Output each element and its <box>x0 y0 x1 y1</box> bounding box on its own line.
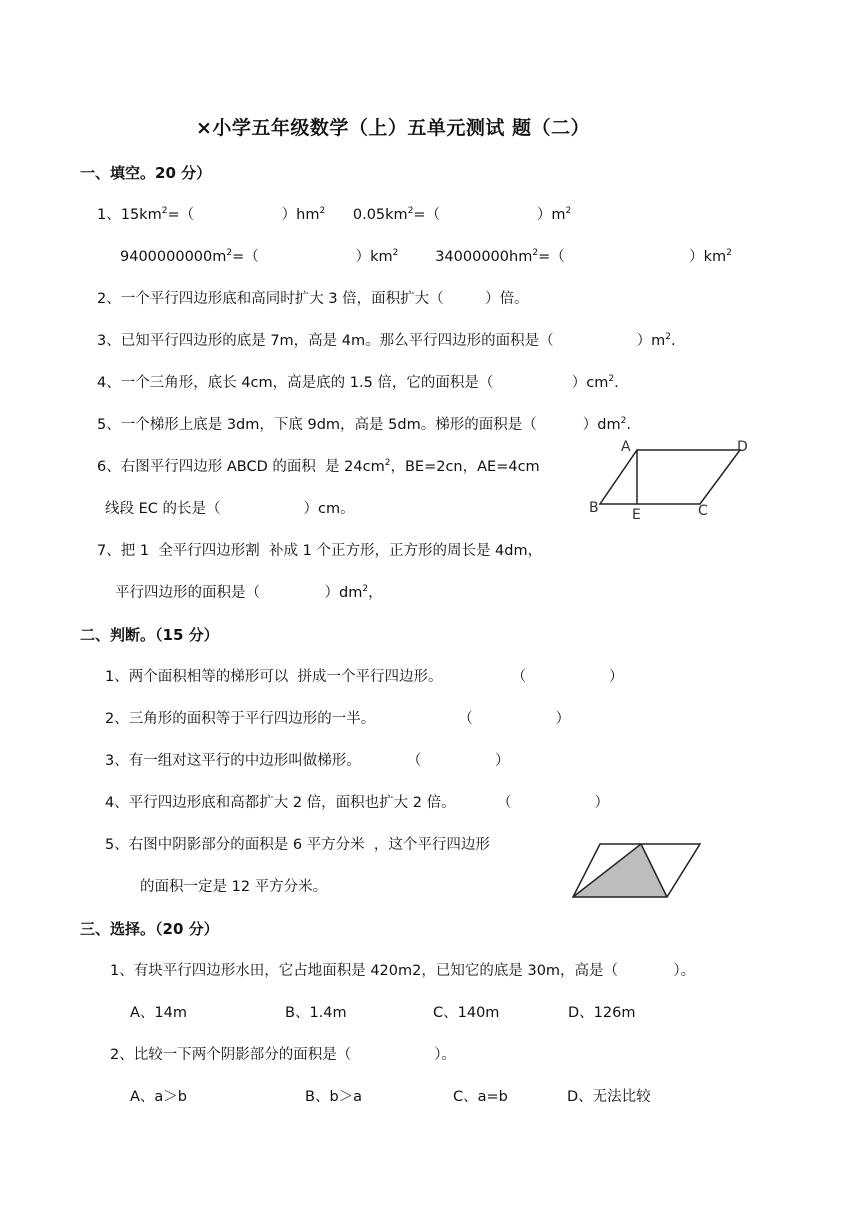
section-heading-choice: 三、选择。（20 分） <box>80 920 219 938</box>
question-fill-5: 5、一个梯形上底是 3dm，下底 9dm，高是 5dm。梯形的面积是（ ）$dm^2$. <box>97 416 631 433</box>
question-judge-4: 4、平行四边形底和高都扩大 2 倍，面积也扩大 2 倍。 （ ） <box>105 795 610 811</box>
choice-1-option-c: C、140m <box>433 1005 500 1021</box>
question-fill-7a: 7、把 1 全平行四边形割 补成 1 个正方形，正方形的周长是 4dm， <box>97 543 543 559</box>
question-judge-3: 3、有一组对这平行的中边形叫做梯形。 （ ） <box>105 753 510 769</box>
question-judge-2: 2、三角形的面积等于平行四边形的一半。 （ ） <box>105 711 571 727</box>
shaded-parallelogram-figure <box>568 838 708 902</box>
question-fill-6b: 线段 EC 的长是（ ）cm。 <box>105 501 355 517</box>
choice-1-option-b: B、1.4m <box>285 1005 347 1021</box>
choice-2-option-c: C、a=b <box>453 1089 508 1105</box>
question-fill-1a: 1、$15km^2=$（ ）$hm^2$ $0.05km^2=$（ ）$m^2$ <box>97 206 572 223</box>
parallelogram-abcd-figure <box>585 433 765 523</box>
question-fill-3: 3、已知平行四边形的底是 7m，高是 4m。那么平行四边形的面积是（ ）$m^2$. <box>97 332 676 349</box>
question-choice-2: 2、比较一下两个阴影部分的面积是（ ）。 <box>110 1047 456 1063</box>
question-fill-7b: 平行四边形的面积是（ ）$dm^2$， <box>115 584 383 601</box>
section-heading-judge: 二、判断。（15 分） <box>80 626 219 644</box>
question-judge-5a: 5、右图中阴影部分的面积是 6 平方分米 ，这个平行四边形 <box>105 837 490 853</box>
question-fill-1b: $9400000000m^2=$（ ）$km^2$ $34000000hm^2=$（ ）$km^2$ <box>120 248 732 265</box>
choice-2-option-b: B、b＞a <box>305 1089 363 1105</box>
label-d: D <box>737 439 748 455</box>
choice-2-option-d: D、无法比较 <box>567 1089 651 1105</box>
question-fill-4: 4、一个三角形，底长 4cm，高是底的 1.5 倍，它的面积是（ ）$cm^2$. <box>97 374 619 391</box>
choice-2-option-a: A、a＞b <box>130 1089 188 1105</box>
question-judge-1: 1、两个面积相等的梯形可以 拼成一个平行四边形。 （ ） <box>105 669 624 685</box>
choice-1-option-d: D、126m <box>568 1005 636 1021</box>
parallelogram-shape <box>600 450 740 504</box>
question-fill-6a: 6、右图平行四边形 ABCD 的面积 是 $24cm^2$，BE=2cn，AE=4cm <box>97 458 540 475</box>
question-judge-5b: 的面积一定是 12 平方分米。 <box>140 879 328 895</box>
label-b: B <box>589 500 599 516</box>
page-title: ×小学五年级数学（上）五单元测试 题（二） <box>196 117 591 139</box>
label-a: A <box>621 439 631 455</box>
label-c: C <box>698 503 708 519</box>
choice-1-option-a: A、14m <box>130 1005 187 1021</box>
section-heading-fill: 一、填空。20 分） <box>80 164 212 182</box>
question-choice-1: 1、有块平行四边形水田，它占地面积是 420m2，已知它的底是 30m，高是（ ）。 <box>110 963 696 979</box>
label-e: E <box>632 507 641 523</box>
question-fill-2: 2、一个平行四边形底和高同时扩大 3 倍，面积扩大（ ）倍。 <box>97 291 529 307</box>
